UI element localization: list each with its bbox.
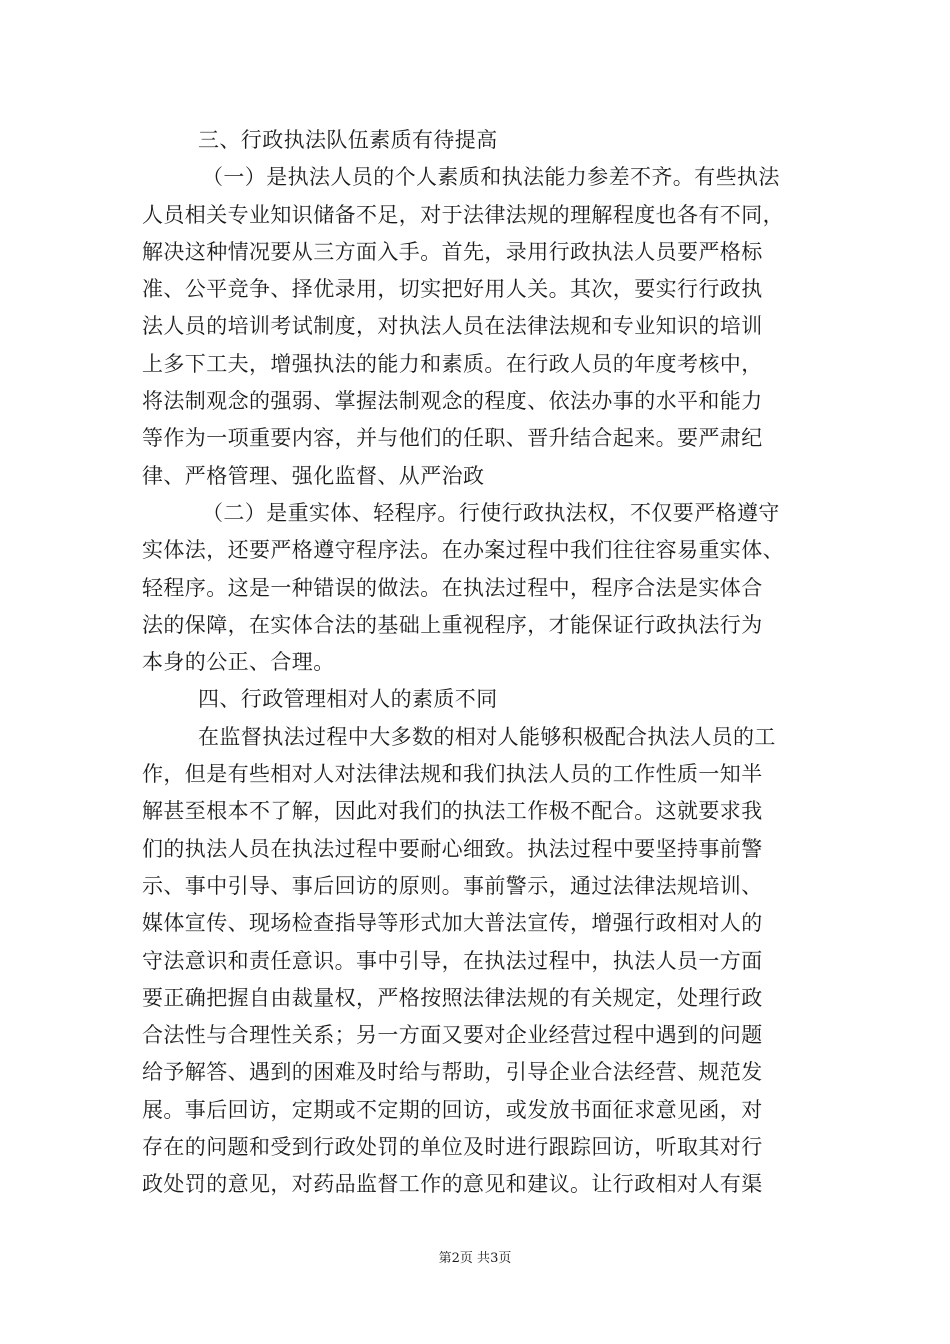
paragraph-line: 将法制观念的强弱、掌握法制观念的程度、依法办事的水平和能力 (142, 389, 763, 414)
paragraph-line: 在监督执法过程中大多数的相对人能够积极配合执法人员的工 (198, 724, 776, 749)
paragraph-line: 等作为一项重要内容，并与他们的任职、晋升结合起来。要严肃纪 (142, 426, 763, 451)
paragraph-line: 媒体宣传、现场检查指导等形式加大普法宣传，增强行政相对人的 (142, 911, 763, 936)
footer-suffix: 页 (498, 1251, 512, 1266)
paragraph-line: 展。事后回访，定期或不定期的回访，或发放书面征求意见函，对 (142, 1097, 763, 1122)
section-heading-four: 四、行政管理相对人的素质不同 (198, 687, 498, 712)
paragraph-line: 法人员的培训考试制度，对执法人员在法律法规和专业知识的培训 (142, 314, 763, 339)
paragraph-line: 准、公平竞争、择优录用，切实把好用人关。其次，要实行行政执 (142, 277, 763, 302)
paragraph-line: 解决这种情况要从三方面入手。首先，录用行政执法人员要严格标 (142, 239, 763, 264)
total-page-number: 3 (490, 1251, 499, 1266)
footer-middle: 页 共 (459, 1251, 491, 1266)
paragraph-line: 存在的问题和受到行政处罚的单位及时进行跟踪回访，听取其对行 (142, 1135, 763, 1160)
document-body (142, 122, 810, 1204)
paragraph-line: 合法性与合理性关系；另一方面又要对企业经营过程中遇到的问题 (142, 1023, 763, 1048)
paragraph-line: 实体法，还要严格遵守程序法。在办案过程中我们往往容易重实体、 (142, 538, 784, 563)
paragraph-line: （一）是执法人员的个人素质和执法能力参差不齐。有些执法 (202, 165, 780, 190)
paragraph-line: 上多下工夫，增强执法的能力和素质。在行政人员的年度考核中， (142, 351, 763, 376)
paragraph-line: 轻程序。这是一种错误的做法。在执法过程中，程序合法是实体合 (142, 575, 763, 600)
paragraph-line: 法的保障，在实体合法的基础上重视程序，才能保证行政执法行为 (142, 612, 763, 637)
paragraph-line: 解甚至根本不了解，因此对我们的执法工作极不配合。这就要求我 (142, 799, 763, 824)
paragraph-line: 本身的公正、合理。 (142, 650, 335, 675)
paragraph-line: 守法意识和责任意识。事中引导，在执法过程中，执法人员一方面 (142, 948, 763, 973)
paragraph-line: 作，但是有些相对人对法律法规和我们执法人员的工作性质一知半 (142, 762, 763, 787)
paragraph-line: 们的执法人员在执法过程中要耐心细致。执法过程中要坚持事前警 (142, 836, 763, 861)
paragraph-line: 政处罚的意见，对药品监督工作的意见和建议。让行政相对人有渠 (142, 1172, 763, 1197)
paragraph-line: 要正确把握自由裁量权，严格按照法律法规的有关规定，处理行政 (142, 985, 763, 1010)
paragraph-line: 给予解答、遇到的困难及时给与帮助，引导企业合法经营、规范发 (142, 1060, 763, 1085)
paragraph-line: （二）是重实体、轻程序。行使行政执法权，不仅要严格遵守 (202, 500, 780, 525)
footer-prefix: 第 (438, 1251, 452, 1266)
section-heading-three: 三、行政执法队伍素质有待提高 (198, 128, 498, 152)
paragraph-line: 示、事中引导、事后回访的原则。事前警示，通过法律法规培训、 (142, 873, 763, 898)
page-footer (0, 1247, 950, 1266)
paragraph-line: 律、严格管理、强化监督、从严治政 (142, 463, 485, 488)
paragraph-line: 人员相关专业知识储备不足，对于法律法规的理解程度也各有不同， (142, 202, 784, 227)
current-page-number: 2 (451, 1251, 460, 1266)
